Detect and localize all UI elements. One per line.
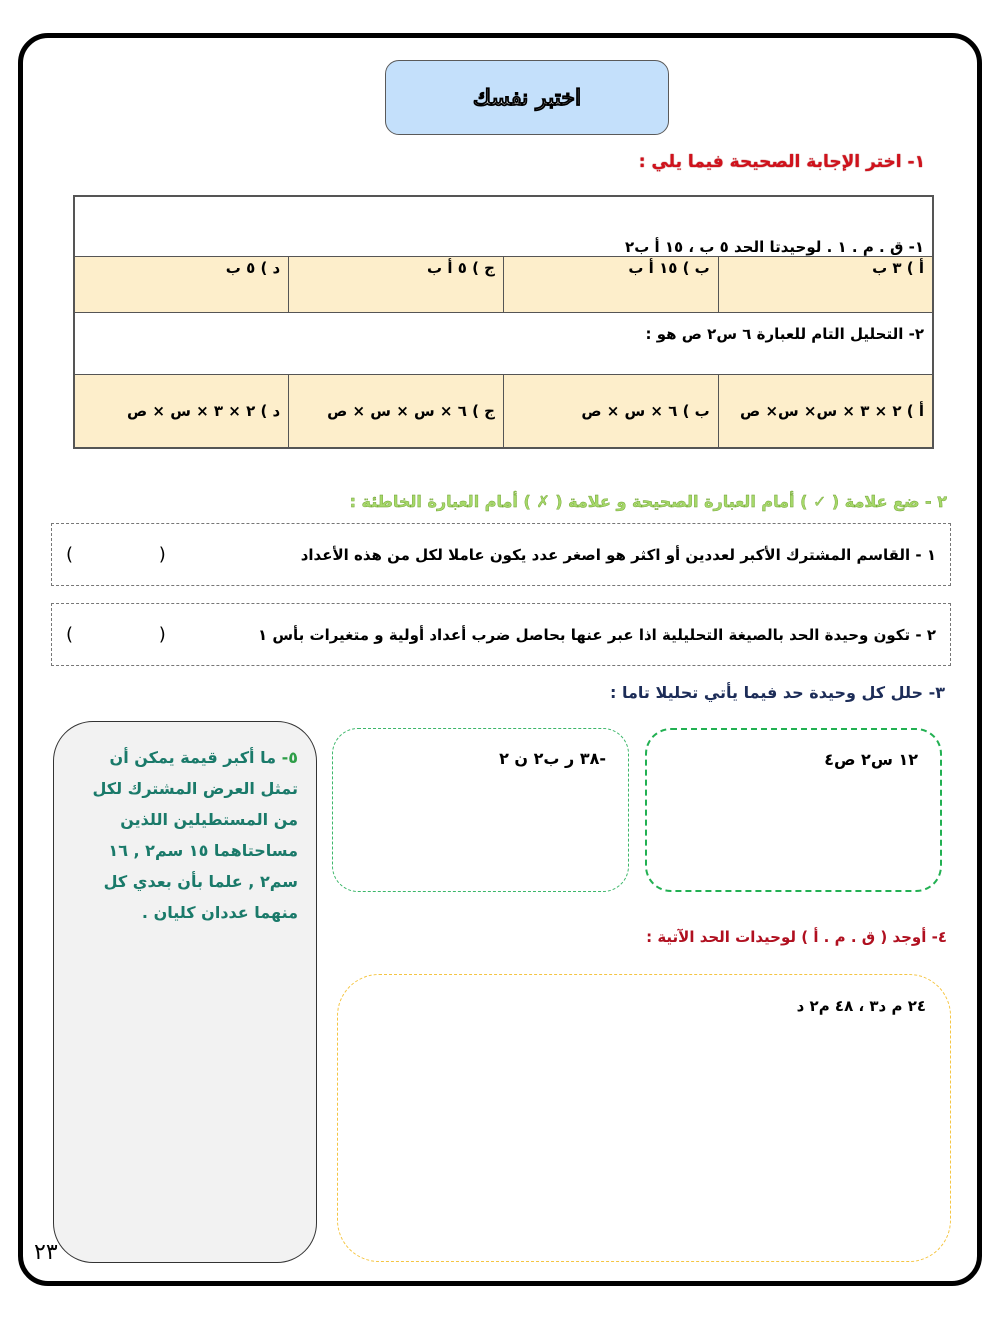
q1-option-c[interactable]: ج ) ٥ أ ب <box>289 256 504 312</box>
factor-answer-box-2[interactable] <box>332 728 629 892</box>
q1-option-a[interactable]: أ ) ٣ ب <box>718 256 933 312</box>
statement-1-text: ١ - القاسم المشترك الأكبر لعددين أو اكثر هو اصغر عدد يكون عاملا لكل من هذه الأعداد <box>300 545 936 564</box>
page-title: اختبر نفسك <box>385 60 669 135</box>
statement-1-answer-blank[interactable]: ( ) <box>66 544 206 565</box>
section4-heading: ٤- أوجد ( ق . م . أ ) لوحيدات الحد الآتية : <box>646 928 947 946</box>
factor-answer-box-1[interactable] <box>645 728 942 892</box>
section5-number: ٥- <box>281 748 298 767</box>
mcq-table <box>73 195 934 449</box>
q2-option-d[interactable]: د ) ٢ × ٣ × س × ص <box>74 374 289 448</box>
q1-option-d[interactable]: د ) ٥ ب <box>74 256 289 312</box>
true-false-statement-2 <box>51 603 951 666</box>
page-number: ٢٣ <box>34 1240 58 1265</box>
q1-option-b[interactable]: ب ) ١٥ أ ب <box>504 256 719 312</box>
section5-word-problem-box[interactable] <box>53 721 317 1263</box>
q2-option-a[interactable]: أ ) ٢ × ٣ × س× س× ص <box>718 374 933 448</box>
true-false-statement-1 <box>51 523 951 586</box>
statement-2-text: ٢ - تكون وحيدة الحد بالصيغة التحليلية اذا عبر عنها بحاصل ضرب أعداد أولية و متغيرات بأس ١ <box>257 625 936 644</box>
factor-item-1: ١٢ س٢ ص٤ <box>824 750 918 769</box>
section3-heading: ٣- حلل كل وحيدة حد فيما يأتي تحليلا تاما : <box>610 683 945 702</box>
factor-item-2: -٣٨ ر ب٢ ن ٢ <box>499 749 606 768</box>
section1-heading: ١- اختر الإجابة الصحيحة فيما يلي : <box>638 152 925 172</box>
gcf-answer-box[interactable] <box>337 974 951 1262</box>
section2-heading: ٢ - ضع علامة ( ✓ ) أمام العبارة الصحيحة و علامة ( ✗ ) أمام العبارة الخاطئة : <box>349 492 947 511</box>
section5-text: ما أكبر قيمة يمكن أن تمثل العرض المشترك لكل من المستطيلين اللذين مساحتاهما ١٥ سم٢ , ١٦ سم٢ , علما بأن بعدي كل منهما عددان كليان . <box>92 748 298 922</box>
q2-option-c[interactable]: ج ) ٦ × س × س × ص <box>289 374 504 448</box>
statement-2-answer-blank[interactable]: ( ) <box>66 624 206 645</box>
question-2-text: ٢- التحليل التام للعبارة ٦ س٢ ص هو : <box>74 312 933 374</box>
question-1-text: ١- ق . م . ١ . لوحيدتا الحد ٥ ب ، ١٥ أ ب٢ <box>74 196 933 256</box>
q2-option-b[interactable]: ب ) ٦ × س × ص <box>504 374 719 448</box>
gcf-expression: ٢٤ م د٣ ، ٤٨ م٢ د <box>796 997 926 1015</box>
